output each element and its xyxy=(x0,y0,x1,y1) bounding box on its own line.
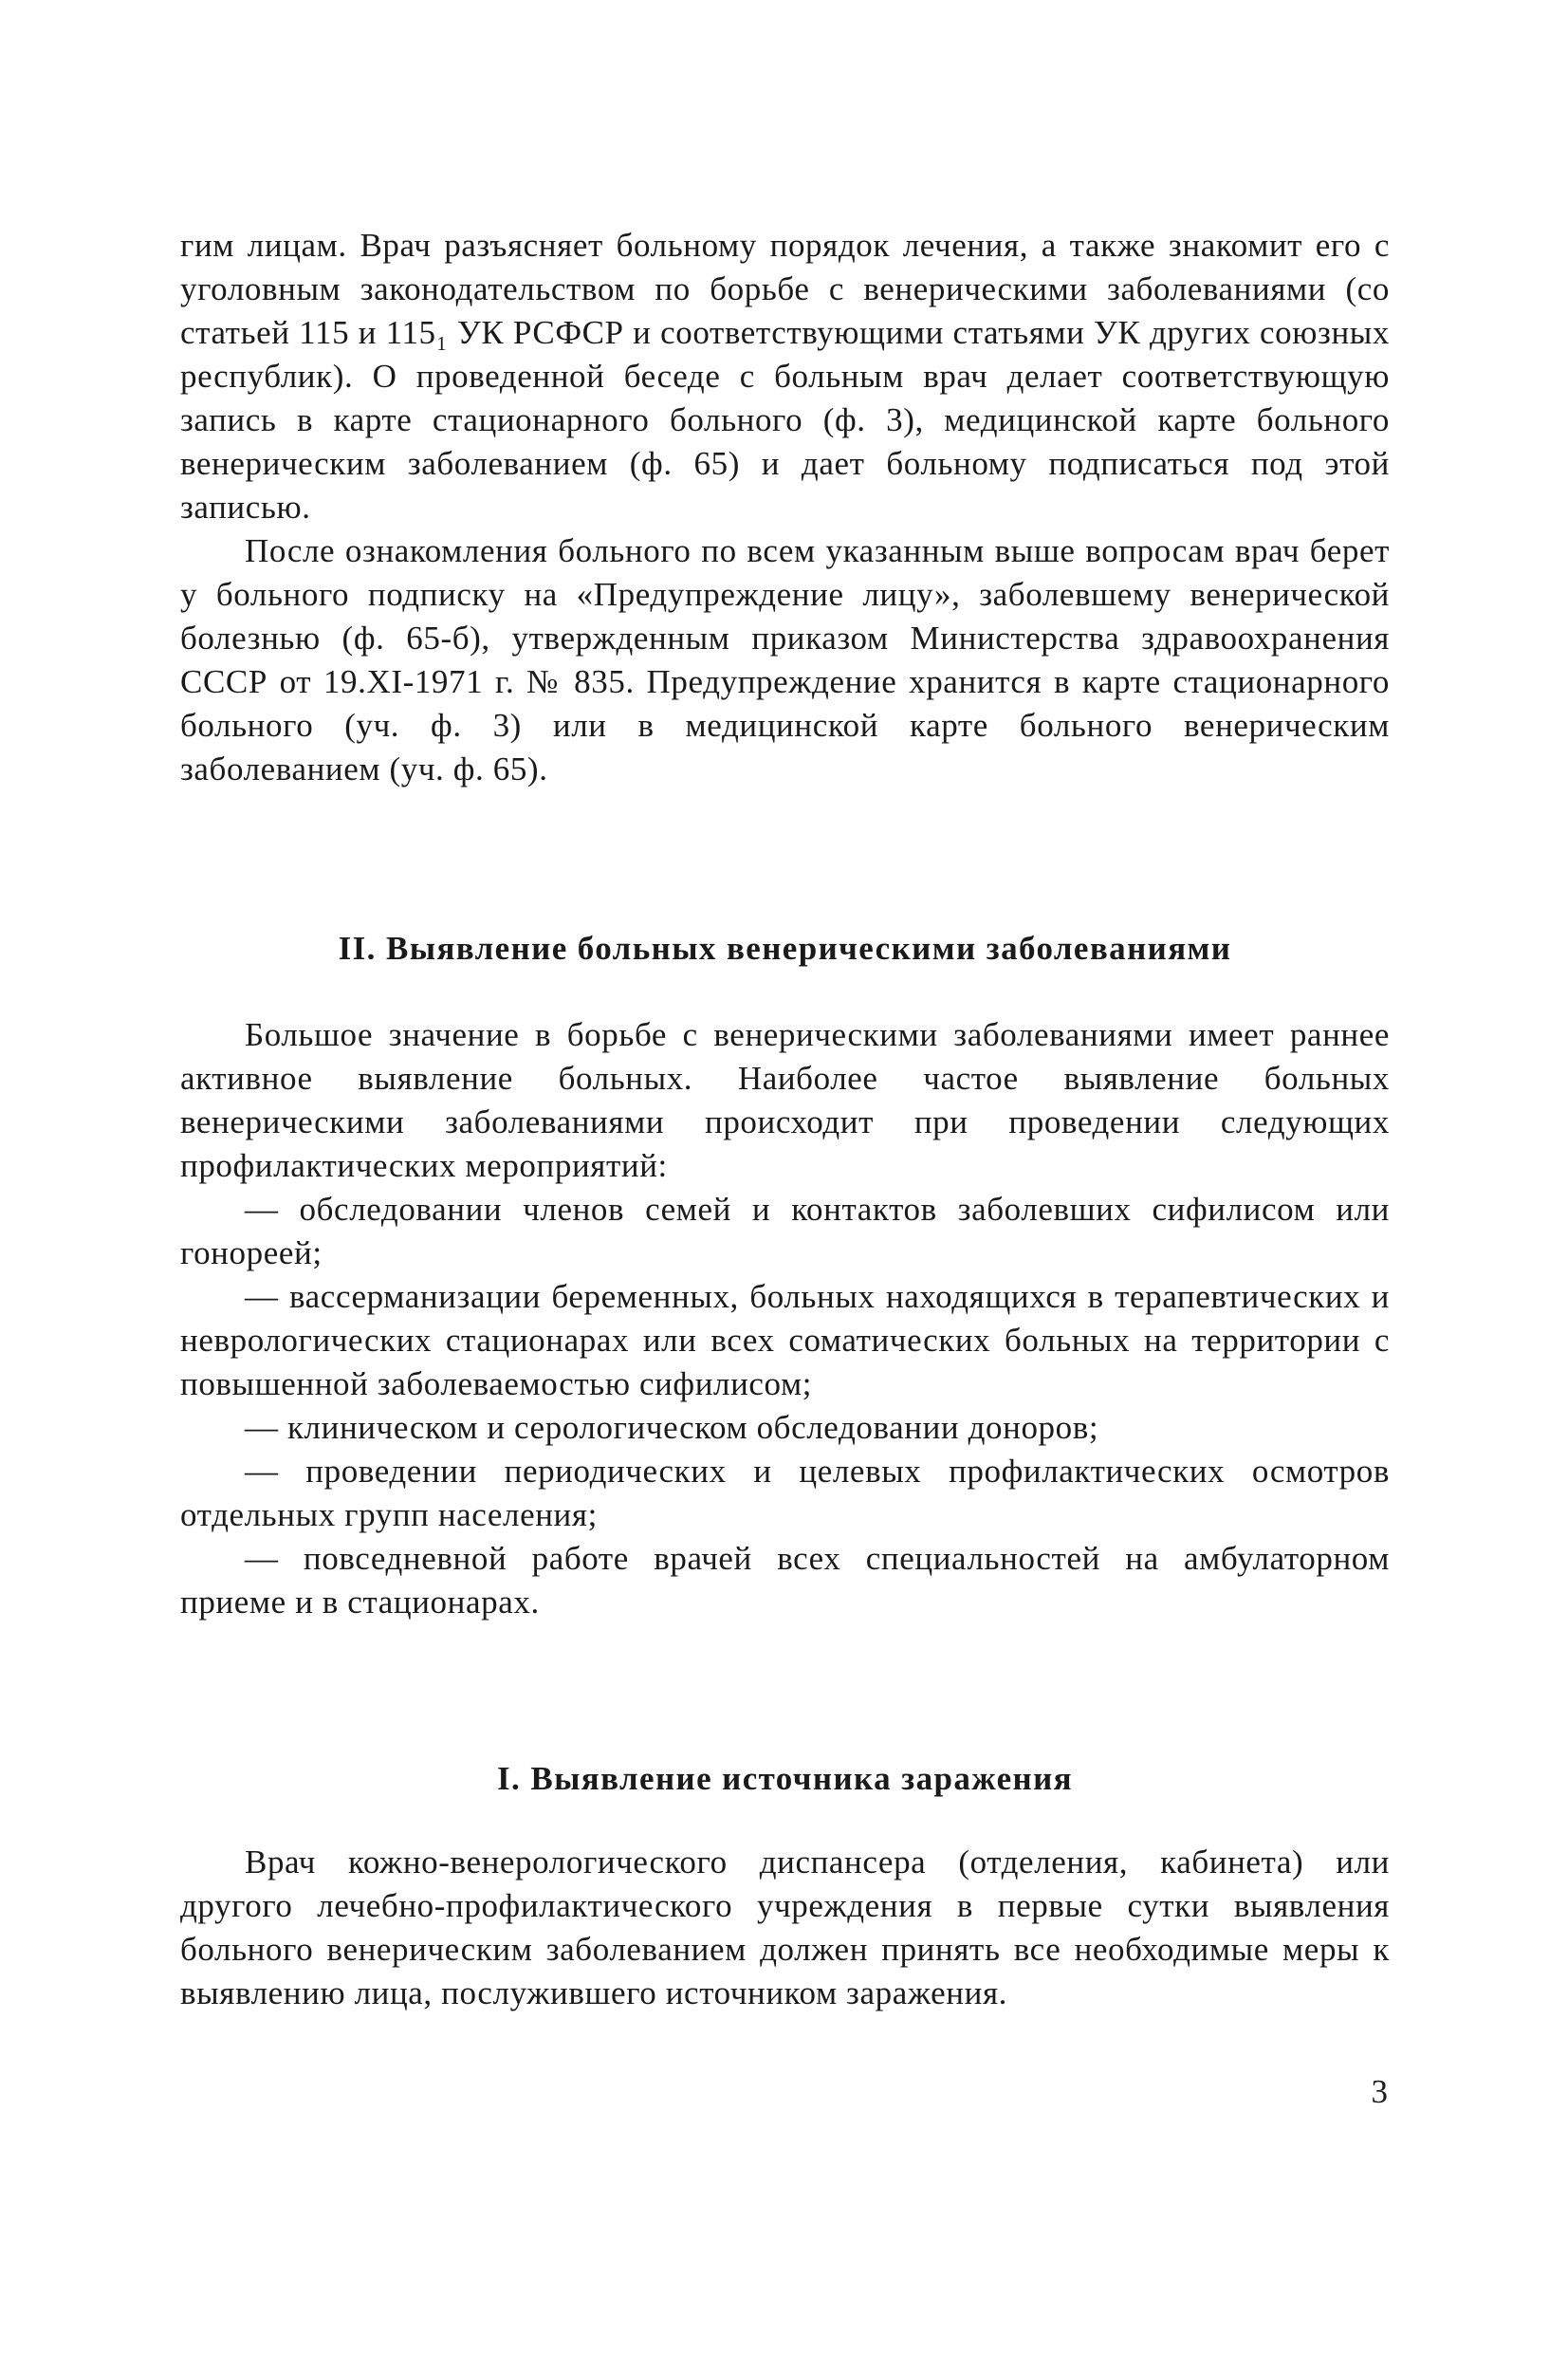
list-item: — повседневной работе врачей всех специальностей на амбулаторном приеме и в стационарах. xyxy=(180,1540,1390,1621)
list-item: — обследовании членов семей и контактов заболевших сифилисом или гонореей; xyxy=(180,1191,1390,1271)
list-item: — проведении периодических и целевых профилактических осмотров отдельных групп населения; xyxy=(180,1453,1390,1533)
intro-block xyxy=(180,224,1390,791)
section-2-body xyxy=(180,1013,1390,1624)
list-item: — клиническом и серологическом обследовании доноров; xyxy=(245,1409,1099,1446)
section-2-intro-paragraph: Большое значение в борьбе с венерическими заболеваниями имеет раннее активное выявление больных. Наиболее частое выявление больных венерическими заболеваниями происходит при проведении следующих профилактических мероприятий: xyxy=(180,1016,1390,1184)
subsection-1-heading: I. Выявление источника заражения xyxy=(497,1760,1073,1797)
subsection-1-paragraph: Врач кожно-венерологического диспансера (отделения, кабинета) или другого лечебно-профилактического учреждения в первые сутки выявления больного венерическим заболеванием должен принять все необходимые меры к выявлению лица, послужившего источником заражения. xyxy=(180,1843,1390,2011)
subsection-1-body xyxy=(180,1841,1390,2015)
intro-paragraph-1: гим лицам. Врач разъясняет больному порядок лечения, а также знакомит его с уголовным законодательством по борьбе с венерическими заболеваниями (со статьей 115 и 115₁ УК РСФСР и соответствующими статьями УК других союзных республик). О проведенной беседе с больным врач делает соответствующую запись в карте стационарного больного (ф. 3), медицинской карте больного венерическим заболеванием (ф. 65) и дает больному подписаться под этой записью. xyxy=(180,227,1390,526)
intro-paragraph-2: После ознакомления больного по всем указанным выше вопросам врач берет у больного подписку на «Предупреждение лицу», заболевшему венерической болезнью (ф. 65-б), утвержденным приказом Министерства здравоохранения СССР от 19.XI-1971 г. № 835. Предупреждение хранится в карте стационарного больного (уч. ф. 3) или в медицинской карте больного венерическим заболеванием (уч. ф. 65). xyxy=(180,532,1390,787)
section-2-heading: II. Выявление больных венерическими заболеваниями xyxy=(338,930,1232,967)
page-number: 3 xyxy=(1371,2073,1388,2110)
list-item: — вассерманизации беременных, больных находящихся в терапевтических и неврологических стационарах или всех соматических больных на территории с повышенной заболеваемостью сифилисом; xyxy=(180,1278,1390,1402)
